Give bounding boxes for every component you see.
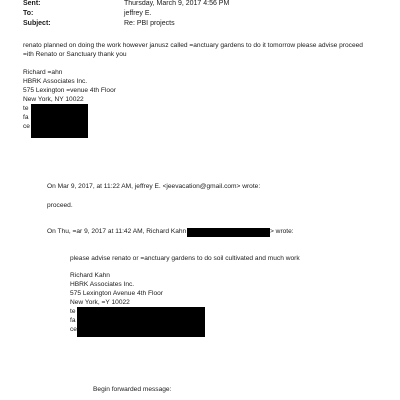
signature-name: Richard Kahn <box>70 272 110 279</box>
reply-body: please advise renato or =anctuary gardens to do soil cultivated and much work <box>70 255 300 262</box>
signature-cell-prefix: ce <box>23 123 30 130</box>
signature-tel-prefix: te <box>70 308 76 315</box>
redaction-box <box>77 307 205 337</box>
reply-attribution: On Mar 9, 2017, at 11:22 AM, jeffrey E. <jeevacation@gmail.com> wrote: <box>47 183 261 190</box>
to-value: jeffrey E. <box>124 10 152 17</box>
signature-fax-prefix: fa <box>23 114 29 121</box>
signature-company: HBRK Associates Inc. <box>70 281 135 288</box>
sent-label: Sent: <box>23 0 41 7</box>
to-label: To: <box>23 10 34 17</box>
message-line-2: =ith Renato or Sanctuary thank you <box>23 51 127 58</box>
forwarded-label: Begin forwarded message: <box>93 386 172 393</box>
signature-cell-prefix: ce <box>70 326 77 333</box>
signature-address: 575 Lexington =venue 4th Floor <box>23 87 116 94</box>
signature-city: New York, NY 10022 <box>23 96 84 103</box>
signature-city: New York, =Y 10022 <box>70 299 130 306</box>
reply-attribution-end: > wrote: <box>270 228 294 235</box>
reply-body: proceed. <box>47 202 73 209</box>
sent-value: Thursday, March 9, 2017 4:56 PM <box>124 0 230 7</box>
subject-value: Re: PBI projects <box>124 20 175 27</box>
redaction-box <box>31 104 88 138</box>
signature-company: HBRK Associates Inc. <box>23 78 88 85</box>
signature-address: 575 Lexington Avenue 4th Floor <box>70 290 163 297</box>
signature-tel-prefix: te <box>23 105 29 112</box>
message-line-1: renato planned on doing the work however janusz called =anctuary gardens to do it tomorrow please advise proceed <box>23 42 363 49</box>
signature-fax-prefix: fa <box>70 317 76 324</box>
signature-name: Richard =ahn <box>23 69 63 76</box>
subject-label: Subject: <box>23 20 51 27</box>
reply-attribution: On Thu, =ar 9, 2017 at 11:42 AM, Richard Kahn <box>47 228 187 235</box>
redaction-box <box>187 228 270 237</box>
